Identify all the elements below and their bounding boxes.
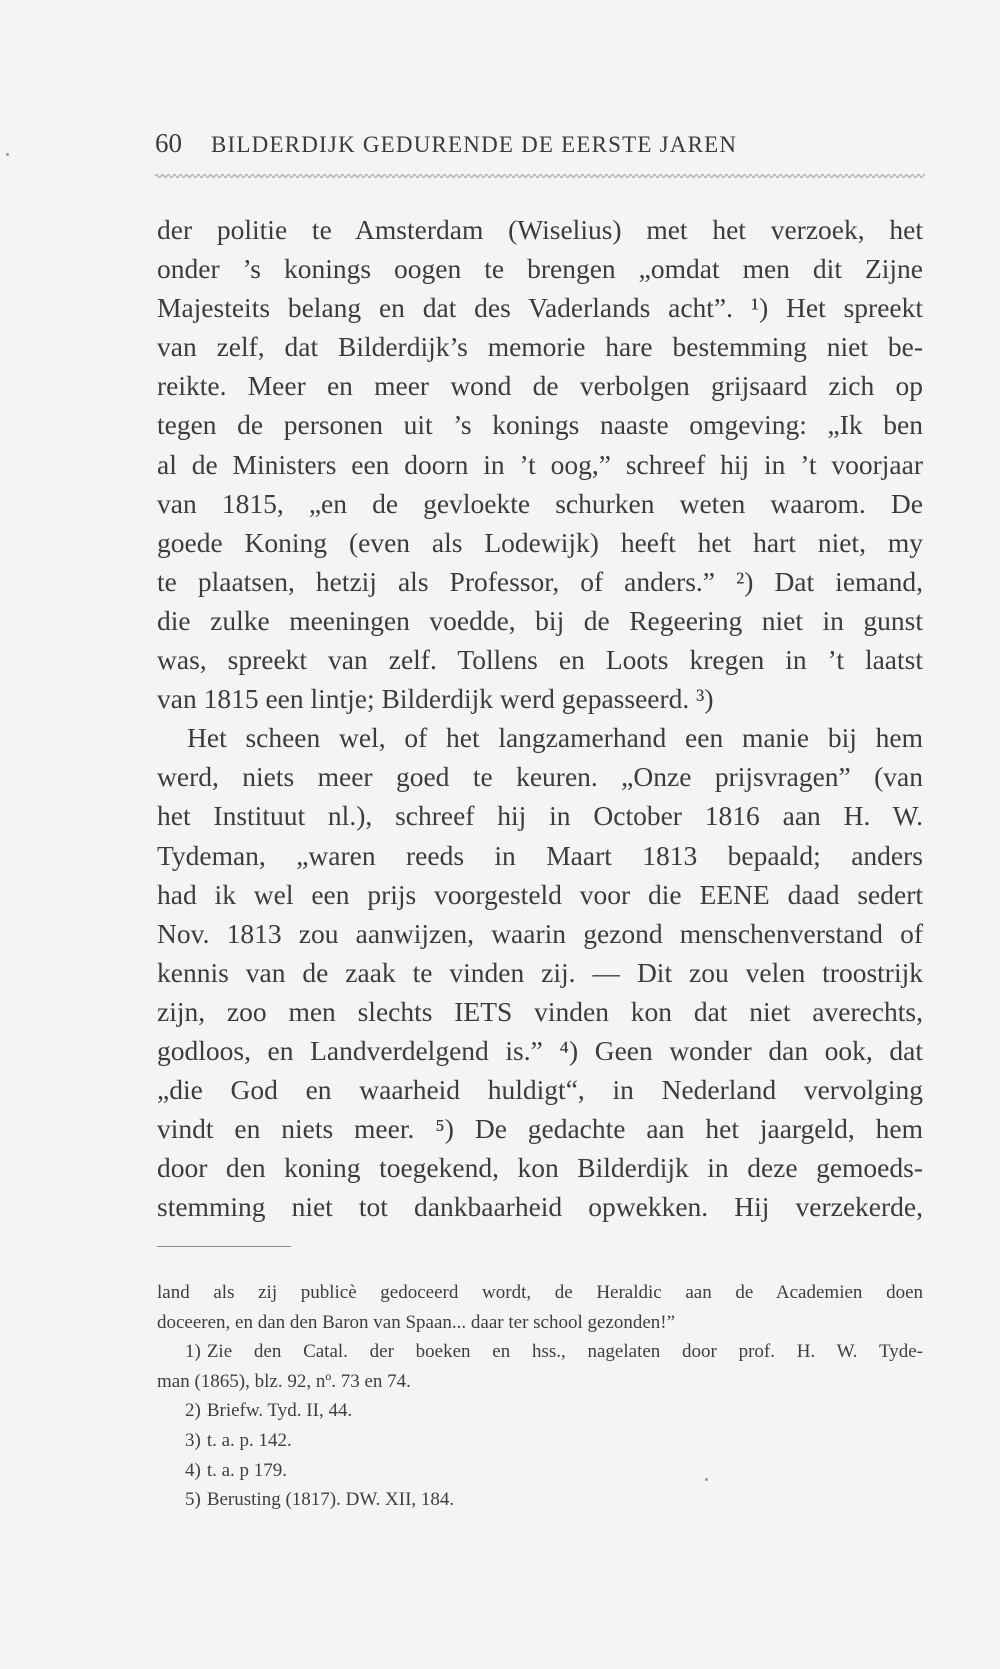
footnote-text: Briefw. Tyd. II, 44.: [206, 1400, 353, 1422]
body-line: der politie te Amsterdam (Wiselius) met het verzoek, het: [157, 214, 923, 245]
body-line: het Instituut nl.), schreef hij in October 1816 aan H. W.: [157, 800, 923, 832]
footnote-2: [157, 1396, 923, 1426]
footnote-text: Zie den Catal. der boeken en hss., nagelaten door prof. H. W. Tyde-: [206, 1341, 923, 1363]
running-title: BILDERDIJK GEDURENDE DE EERSTE JAREN: [211, 132, 738, 157]
footnote-marker: 5): [185, 1489, 201, 1511]
body-line: zijn, zoo men slechts IETS vinden kon dat niet averechts,: [157, 995, 923, 1027]
footnote-marker: 1): [185, 1341, 201, 1363]
body-line: Tydeman, „waren reeds in Maart 1813 bepaald; anders: [157, 839, 923, 871]
body-line: was, spreekt van zelf. Tollens en Loots kregen in ’t laatst: [157, 644, 923, 676]
body-line: goede Koning (even als Lodewijk) heeft het hart niet, my: [157, 526, 923, 558]
body-line: al de Ministers een doorn in ’t oog,” schreef hij in ’t voorjaar: [157, 448, 923, 480]
body-line: van 1815, „en de gevloekte schurken weten waarom. De: [157, 487, 923, 519]
paper-speck: [6, 153, 9, 156]
footnote-4: [157, 1456, 923, 1486]
body-line: door den koning toegekend, kon Bilderdijk in deze gemoeds-: [157, 1152, 923, 1184]
body-line: vindt en niets meer. ⁵) De gedachte aan het jaargeld, hem: [157, 1113, 923, 1145]
body-line: van zelf, dat Bilderdijk’s memorie hare bestemming niet be-: [157, 331, 923, 363]
page-header: [155, 128, 925, 159]
footnote-marker: 2): [185, 1400, 201, 1422]
page-number: 60: [155, 128, 182, 158]
footnote-text: t. a. p 179.: [206, 1459, 288, 1481]
footnotes: [157, 1278, 923, 1515]
body-line: Majesteits belang en dat des Vaderlands acht”. ¹) Het spreekt: [157, 292, 923, 324]
footnote-continuation-line: doceeren, en dan den Baron van Spaan... daar ter school gezonden!”: [157, 1311, 676, 1333]
body-line: Het scheen wel, of het langzamerhand een manie bij hem: [187, 722, 923, 754]
footnote-5: [157, 1485, 923, 1515]
body-line: godloos, en Landverdelgend is.” ⁴) Geen wonder dan ook, dat: [157, 1034, 923, 1066]
body-line: die zulke meeningen voedde, bij de Regeering niet in gunst: [157, 604, 923, 636]
footnote-rule: [157, 1246, 291, 1247]
body-line: onder ’s konings oogen te brengen „omdat men dit Zijne: [157, 253, 923, 285]
body-line: werd, niets meer goed te keuren. „Onze prijsvragen” (van: [157, 761, 923, 793]
footnote-3: [157, 1426, 923, 1456]
body-line: kennis van de zaak te vinden zij. — Dit zou velen troostrijk: [157, 956, 923, 988]
header-wavy-rule: [155, 172, 925, 180]
footnote-text: t. a. p. 142.: [206, 1429, 292, 1451]
body-line: stemming niet tot dankbaarheid opwekken. Hij verzekerde,: [157, 1191, 923, 1223]
body-line: „die God en waarheid huldigt“, in Nederland vervolging: [157, 1074, 923, 1106]
body-line: te plaatsen, hetzij als Professor, of anders.” ²) Dat iemand,: [157, 565, 923, 597]
footnote-text: Berusting (1817). DW. XII, 184.: [206, 1489, 455, 1511]
footnote-1-continuation: man (1865), blz. 92, nº. 73 en 74.: [157, 1370, 411, 1392]
body-line: reikte. Meer en meer wond de verbolgen grijsaard zich op: [157, 370, 923, 402]
body-text: [157, 210, 923, 1226]
paper-speck: [705, 1478, 708, 1481]
footnote-continuation-line: land als zij publicè gedoceerd wordt, de Heraldic aan de Academien doen: [157, 1282, 923, 1303]
footnote-marker: 3): [185, 1429, 201, 1451]
body-line: tegen de personen uit ’s konings naaste omgeving: „Ik ben: [157, 409, 923, 441]
body-line: had ik wel een prijs voorgesteld voor die EENE daad sedert: [157, 878, 923, 910]
body-line: van 1815 een lintje; Bilderdijk werd gepasseerd. ³): [157, 683, 714, 715]
footnote-marker: 4): [185, 1459, 201, 1481]
body-line: Nov. 1813 zou aanwijzen, waarin gezond menschenverstand of: [157, 917, 923, 949]
footnote-1: [157, 1337, 923, 1367]
